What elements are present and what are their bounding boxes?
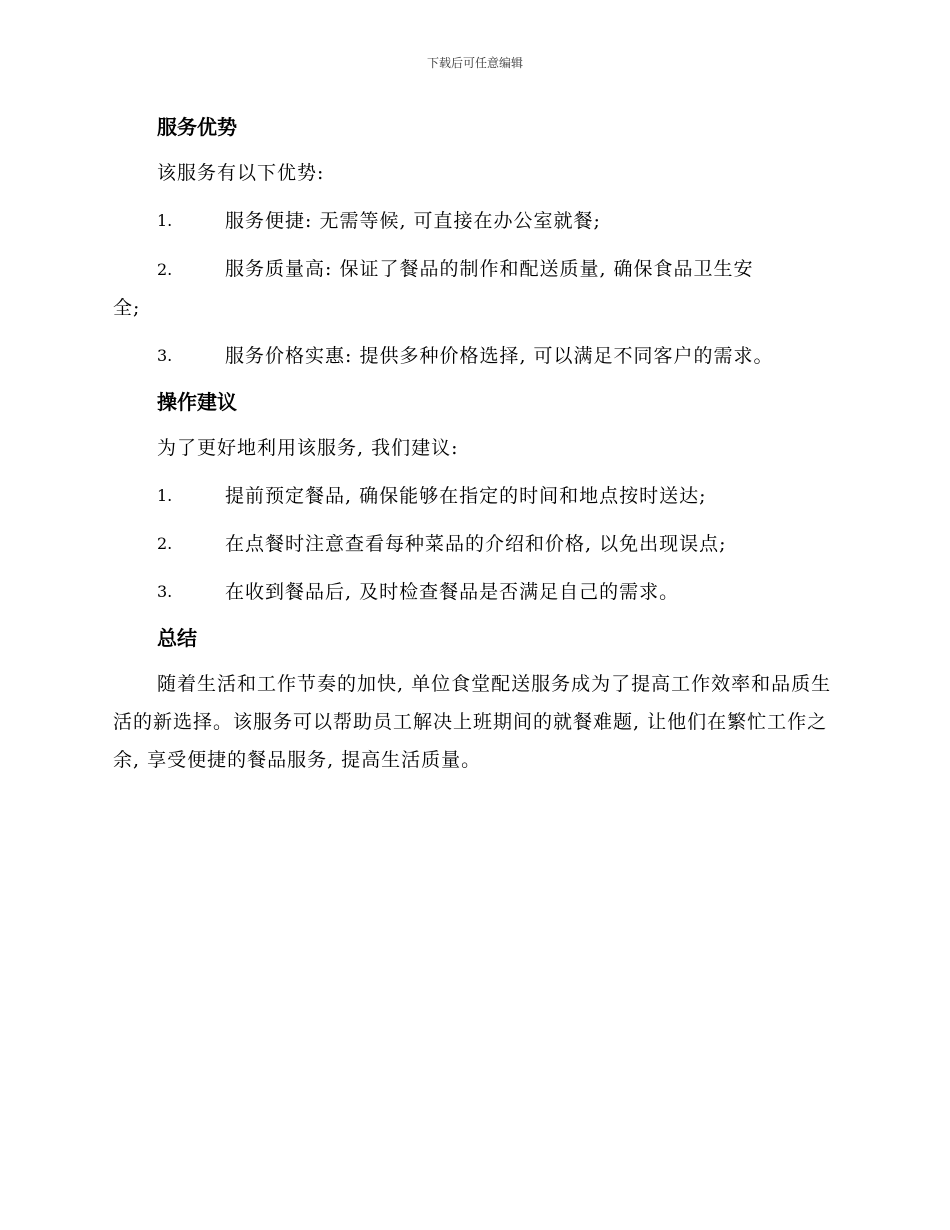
document-body (113, 108, 833, 779)
suggestions-intro: 为了更好地利用该服务, 我们建议: (157, 437, 459, 459)
list-item-text: 在收到餐品后, 及时检查餐品是否满足自己的需求。 (225, 581, 680, 603)
list-item-number: 1. (157, 211, 173, 230)
list-item (113, 202, 833, 240)
list-item-number: 3. (157, 346, 173, 365)
list-item-text: 服务价格实惠: 提供多种价格选择, 可以满足不同客户的需求。 (225, 345, 774, 367)
list-item-number: 2. (157, 260, 173, 279)
list-item (113, 525, 833, 563)
list-item (113, 337, 833, 375)
list-item-text: 提前预定餐品, 确保能够在指定的时间和地点按时送达; (225, 485, 707, 507)
summary-paragraph: 随着生活和工作节奏的加快, 单位食堂配送服务成为了提高工作效率和品质生活的新选择。该服务可以帮助员工解决上班期间的就餐难题, 让他们在繁忙工作之余, 享受便捷的餐品服务, 提高生活质量。 (113, 673, 832, 771)
list-item-text-continued: 全; (113, 297, 141, 319)
list-item-number: 2. (157, 534, 173, 553)
header-note: 下载后可任意编辑 (426, 56, 523, 70)
list-item (113, 573, 833, 611)
section-heading-summary: 总结 (157, 626, 197, 650)
list-item-number: 3. (157, 582, 173, 601)
advantages-intro: 该服务有以下优势: (157, 162, 325, 184)
list-item-text: 在点餐时注意查看每种菜品的介绍和价格, 以免出现误点; (225, 533, 727, 555)
list-item (113, 250, 833, 327)
list-item-text: 服务便捷: 无需等候, 可直接在办公室就餐; (225, 210, 601, 232)
section-heading-advantages: 服务优势 (157, 115, 237, 139)
list-item-text: 服务质量高: 保证了餐品的制作和配送质量, 确保食品卫生安 (225, 258, 754, 280)
list-item (113, 477, 833, 515)
section-heading-suggestions: 操作建议 (157, 390, 237, 414)
list-item-number: 1. (157, 486, 173, 505)
